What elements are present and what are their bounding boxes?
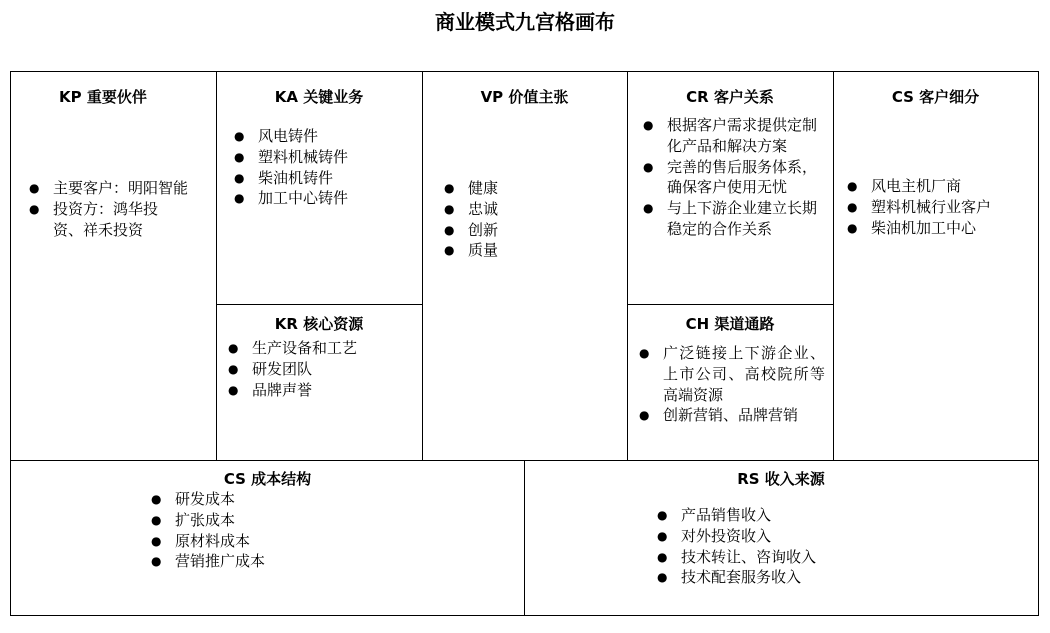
cr-list bbox=[643, 115, 827, 240]
list-item: ● 塑料机械铸件 bbox=[234, 147, 414, 168]
list-item: ● 柴油机铸件 bbox=[234, 168, 414, 189]
ch-heading: CH 渠道通路 bbox=[685, 315, 775, 333]
list-item: ● 营销推广成本 bbox=[151, 551, 451, 572]
list-item: ● 完善的售后服务体系，确保客户使用无忧 bbox=[643, 157, 827, 199]
list-item: ● 创新营销、品牌营销 bbox=[639, 405, 825, 426]
cost-heading: CS 成本结构 bbox=[223, 470, 312, 488]
list-item: ● 技术转让、咨询收入 bbox=[657, 547, 957, 568]
list-item: ● 研发成本 bbox=[151, 489, 451, 510]
ka-list bbox=[234, 126, 414, 209]
list-item: ● 风电主机厂商 bbox=[847, 176, 1033, 197]
list-item: ● 技术配套服务收入 bbox=[657, 567, 957, 588]
ka-block bbox=[216, 72, 422, 304]
list-item: ● 柴油机加工中心 bbox=[847, 218, 1033, 239]
kr-list bbox=[228, 338, 413, 400]
ch-list bbox=[639, 343, 825, 426]
cr-block bbox=[627, 72, 833, 304]
cs-list bbox=[847, 176, 1033, 238]
list-item: ● 加工中心铸件 bbox=[234, 188, 414, 209]
ch-block bbox=[627, 304, 833, 460]
kp-heading: KP 重要伙伴 bbox=[59, 88, 147, 106]
list-item: ● 与上下游企业建立长期稳定的合作关系 bbox=[643, 198, 827, 240]
cs-heading: CS 客户细分 bbox=[891, 88, 980, 106]
list-item: ● 创新 bbox=[444, 220, 614, 241]
rs-block bbox=[524, 460, 1038, 615]
list-item: ● 生产设备和工艺 bbox=[228, 338, 413, 359]
list-item: ● 风电铸件 bbox=[234, 126, 414, 147]
list-item: ● 投资方：鸿华投资、祥禾投资 bbox=[29, 199, 209, 241]
business-model-canvas bbox=[10, 71, 1039, 616]
vp-list bbox=[444, 178, 614, 261]
list-item: ● 对外投资收入 bbox=[657, 526, 957, 547]
ka-heading: KA 关键业务 bbox=[274, 88, 364, 106]
list-item: ● 根据客户需求提供定制化产品和解决方案 bbox=[643, 115, 827, 157]
list-item: ● 广泛链接上下游企业、上市公司、高校院所等高端资源 bbox=[639, 343, 825, 405]
kp-block bbox=[11, 72, 216, 460]
list-item: ● 忠诚 bbox=[444, 199, 614, 220]
rs-heading: RS 收入来源 bbox=[737, 470, 825, 488]
vp-heading: VP 价值主张 bbox=[480, 88, 569, 106]
canvas-title: 商业模式九宫格画布 bbox=[435, 10, 615, 34]
cs-block bbox=[833, 72, 1038, 460]
list-item: ● 原材料成本 bbox=[151, 531, 451, 552]
list-item: ● 塑料机械行业客户 bbox=[847, 197, 1033, 218]
list-item: ● 质量 bbox=[444, 240, 614, 261]
kr-block bbox=[216, 304, 422, 460]
list-item: ● 健康 bbox=[444, 178, 614, 199]
list-item: ● 扩张成本 bbox=[151, 510, 451, 531]
list-item: ● 产品销售收入 bbox=[657, 505, 957, 526]
cost-list bbox=[151, 489, 451, 572]
list-item: ● 主要客户：明阳智能 bbox=[29, 178, 209, 199]
cost-block bbox=[11, 460, 524, 615]
rs-list bbox=[657, 505, 957, 588]
list-item: ● 品牌声誉 bbox=[228, 380, 413, 401]
kp-list bbox=[29, 178, 209, 240]
list-item: ● 研发团队 bbox=[228, 359, 413, 380]
vp-block bbox=[422, 72, 627, 460]
kr-heading: KR 核心资源 bbox=[274, 315, 364, 333]
cr-heading: CR 客户关系 bbox=[686, 88, 774, 106]
